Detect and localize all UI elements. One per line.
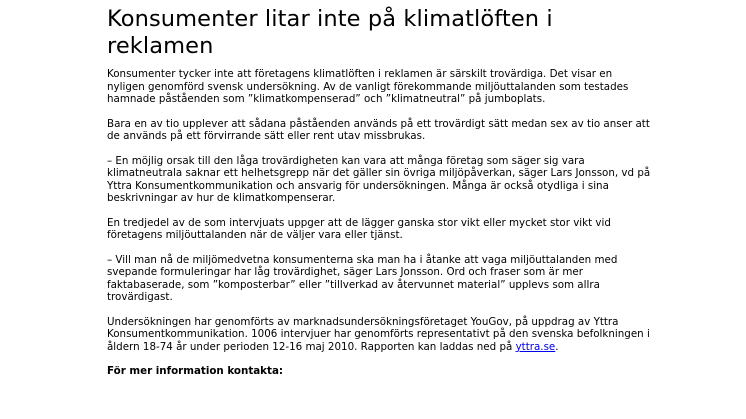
survey-text: Undersökningen har genomförts av marknadsundersökningsföretaget YouGov, på uppdrag av Yttra Konsumentkommunikation. 1006 intervjuer har genomförts representativt på den svenska befolkningen i åldern 18-74 år under perioden 12-16 maj 2010. Rapporten kan laddas ned på: [107, 315, 650, 353]
article: [107, 6, 652, 378]
article-paragraph-3: – En möjlig orsak till den låga trovärdigheten kan vara att många företag som säger sig vara klimatneutrala saknar ett helhetsgrepp när det gäller sin övriga miljöpåverkan, säger Lars Jonsson, vd på Yttra Konsumentkommunikation och ansvarig för undersökningen. Många är också otydliga i sina beskrivningar av hur de klimatkompenserar.: [107, 154, 651, 204]
article-paragraph-2: Bara en av tio upplever att sådana påståenden används på ett trovärdigt sätt medan sex av tio anser att de används på ett förvirrande sätt eller rent utav missbrukas.: [107, 117, 650, 142]
article-paragraph-4: En tredjedel av de som intervjuats uppger att de lägger ganska stor vikt eller mycket stor vikt vid företagens miljöuttalanden när de väljer vara eller tjänst.: [107, 216, 611, 241]
survey-paragraph: [107, 316, 652, 354]
yttra-link[interactable]: yttra.se: [515, 340, 556, 353]
article-paragraph-1: Konsumenter tycker inte att företagens klimatlöften i reklamen är särskilt trovärdiga. Det visar en nyligen genomförd svensk undersökning. Av de vanligt förekommande miljöuttalanden som testades hamnade påståenden som ”klimatkompenserad” och ”klimatneutral” på jumboplats.: [107, 68, 629, 105]
article-paragraph-5: – Vill man nå de miljömedvetna konsumenterna ska man ha i åtanke att vaga miljöuttalanden med svepande formuleringar har låg trovärdighet, säger Lars Jonsson. Ord och fraser som är mer faktabaserade, som ”komposterbar” eller ”tillverkad av återvunnet material” upplevs som allra trovärdigast.: [107, 253, 618, 303]
contact-heading: För mer information kontakta:: [107, 365, 284, 377]
survey-suffix: .: [555, 340, 559, 353]
article-title: Konsumenter litar inte på klimatlöften i reklamen: [107, 6, 553, 59]
